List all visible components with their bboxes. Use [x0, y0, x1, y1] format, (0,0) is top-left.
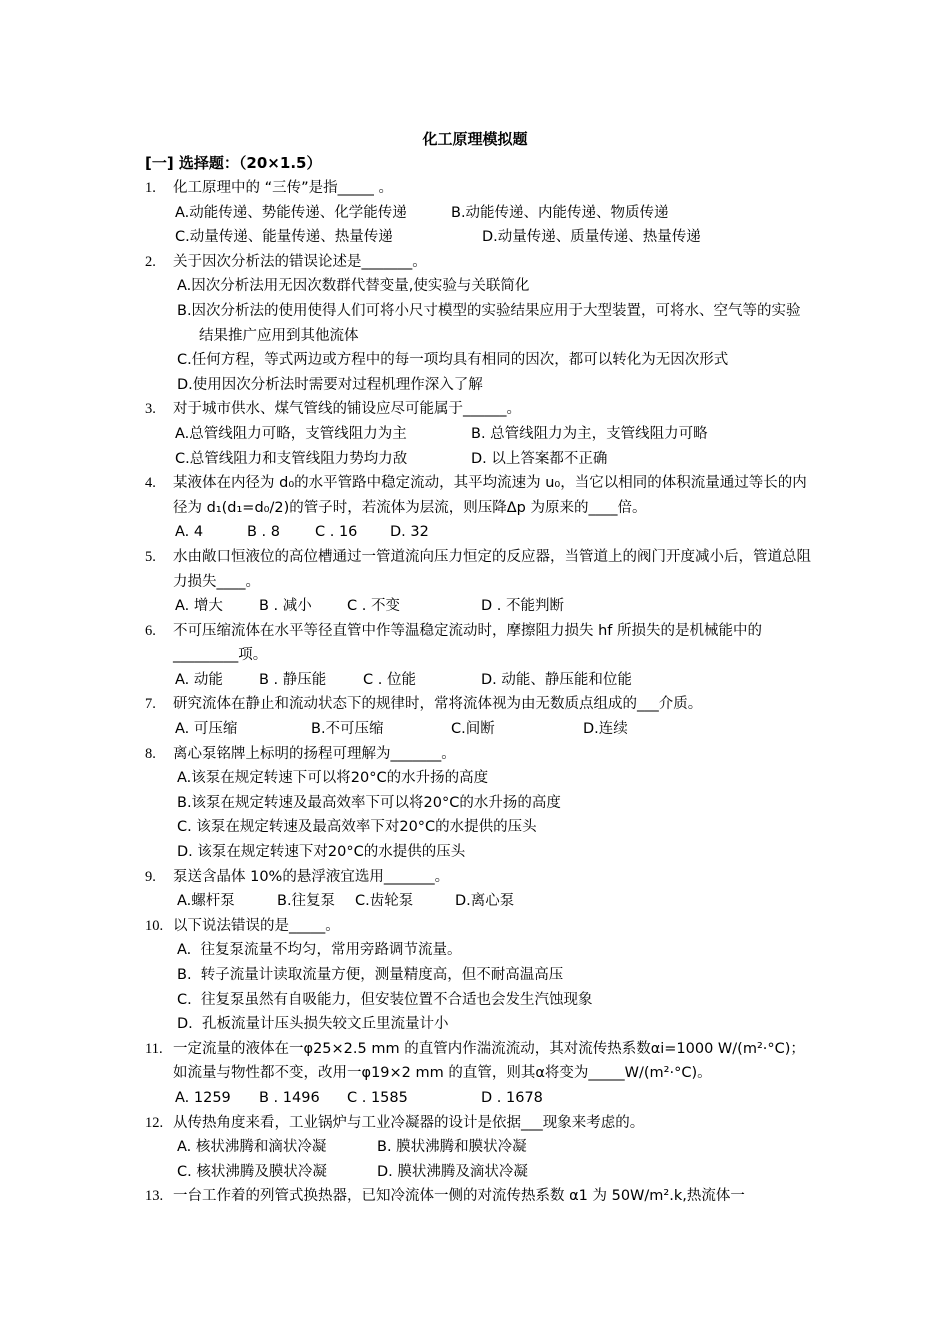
- question-stem: 以下说法错误的是_____。: [173, 917, 340, 934]
- option-c: C.齿轮泵: [355, 893, 414, 910]
- option-d: D.离心泵: [455, 893, 515, 910]
- question-stem: 关于因次分析法的错误论述是_______。: [173, 253, 427, 270]
- question-stem: 从传热角度来看，工业锅炉与工业冷凝器的设计是依据___现象来考虑的。: [173, 1114, 645, 1131]
- option-b: B. 转子流量计读取流量方便，测量精度高，但不耐高温高压: [177, 967, 564, 983]
- option-a: A.因次分析法用无因次数群代替变量,使实验与关联简化: [177, 278, 530, 295]
- question-7: [145, 692, 815, 741]
- question-number: 9.: [145, 868, 156, 885]
- option-c: C . 1585: [347, 1089, 408, 1106]
- question-5: [145, 545, 815, 619]
- option-b: B . 减小: [259, 598, 312, 615]
- option-b: B.不可压缩: [311, 721, 384, 738]
- question-number: 11.: [145, 1040, 163, 1057]
- question-stem: 泵送含晶体 10%的悬浮液宜选用_______。: [173, 868, 450, 885]
- question-number: 5.: [145, 548, 156, 565]
- option-d: D. 动能、静压能和位能: [481, 671, 632, 688]
- question-number: 2.: [145, 253, 156, 270]
- question-number: 1.: [145, 180, 156, 196]
- question-10: [145, 914, 815, 1037]
- question-3: [145, 397, 815, 471]
- option-d: D.连续: [583, 721, 628, 738]
- option-a: A. 可压缩: [175, 721, 238, 738]
- option-b: B . 8: [247, 524, 281, 541]
- question-number: 13.: [145, 1188, 164, 1205]
- question-number: 7.: [145, 696, 156, 713]
- option-c: C . 位能: [363, 671, 416, 688]
- option-d: D.动量传递、质量传递、热量传递: [482, 229, 701, 246]
- option-d: D . 不能判断: [481, 598, 564, 615]
- question-number: 12.: [145, 1114, 164, 1131]
- option-d: D. 膜状沸腾及滴状冷凝: [377, 1163, 528, 1180]
- question-stem: 化工原理中的 “三传”是指_____ 。: [173, 180, 393, 196]
- option-c: C.间断: [451, 721, 495, 738]
- option-c: C . 16: [315, 524, 358, 541]
- question-12: [145, 1111, 815, 1185]
- question-list: [145, 176, 815, 1209]
- section-heading: [一] 选择题：（20×1.5）: [145, 154, 322, 172]
- question-stem: 对于城市供水、煤气管线的铺设应尽可能属于______。: [173, 401, 521, 418]
- question-8: [145, 742, 815, 865]
- question-13: [145, 1184, 815, 1209]
- question-2: [145, 250, 815, 398]
- question-number: 6.: [145, 622, 156, 639]
- question-stem: 一定流量的液体在一φ25×2.5 mm 的直管内作湍流流动，其对流传热系数αi=1000 W/(m²·°C)；如流量与物性都不变，改用一φ19×2 mm 的直管，则其α将变为_____W/(m²·°C)。: [173, 1040, 805, 1082]
- question-number: 3.: [145, 401, 156, 418]
- option-b: B.因次分析法的使用使得人们可将小尺寸模型的实验结果应用于大型装置，可将水、空气等的实验结果推广应用到其他流体: [177, 302, 801, 344]
- question-number: 8.: [145, 745, 156, 762]
- option-c: C. 该泵在规定转速及最高效率下对20°C的水提供的压头: [177, 819, 537, 836]
- question-6: [145, 619, 815, 693]
- option-b: B. 总管线阻力为主，支管线阻力可略: [471, 425, 708, 442]
- question-1: [145, 176, 815, 250]
- option-d: D. 以上答案都不正确: [471, 450, 608, 467]
- question-stem: 不可压缩流体在水平等径直管中作等温稳定流动时，摩擦阻力损失 hf 所损失的是机械能中的_________项。: [173, 622, 763, 664]
- option-a: A.动能传递、势能传递、化学能传递: [175, 204, 407, 221]
- question-4: [145, 471, 815, 545]
- question-stem: 研究流体在静止和流动状态下的规律时，常将流体视为由无数质点组成的___介质。: [173, 696, 703, 713]
- option-a: A. 往复泵流量不均匀，常用旁路调节流量。: [177, 942, 462, 959]
- question-9: [145, 865, 815, 914]
- option-b: B.该泵在规定转速及最高效率下可以将20°C的水升扬的高度: [177, 794, 561, 811]
- question-stem: 水由敞口恒液位的高位槽通过一管道流向压力恒定的反应器，当管道上的阀门开度减小后，管道总阻力损失____。: [173, 548, 811, 590]
- option-d: D.使用因次分析法时需要对过程机理作深入了解: [177, 376, 483, 393]
- option-a: A.该泵在规定转速下可以将20°C的水升扬的高度: [177, 770, 489, 787]
- option-b: B . 1496: [259, 1089, 320, 1106]
- option-a: A. 1259: [175, 1089, 231, 1106]
- option-d: D. 该泵在规定转速下对20°C的水提供的压头: [177, 844, 466, 861]
- question-11: [145, 1037, 815, 1111]
- option-c: C.任何方程，等式两边或方程中的每一项均具有相同的因次，都可以转化为无因次形式: [177, 352, 729, 369]
- option-d: D . 1678: [481, 1089, 543, 1106]
- option-a: A.总管线阻力可略，支管线阻力为主: [175, 425, 407, 442]
- question-stem: 离心泵铭牌上标明的扬程可理解为_______。: [173, 745, 456, 762]
- option-d: D. 孔板流量计压头损失较文丘里流量计小: [177, 1016, 449, 1033]
- question-number: 10.: [145, 917, 164, 934]
- question-number: 4.: [145, 475, 156, 492]
- option-a: A. 4: [175, 524, 204, 541]
- question-stem: 某液体在内径为 d₀的水平管路中稳定流动，其平均流速为 u₀，当它以相同的体积流量通过等长的内径为 d₁(d₁=d₀/2)的管子时，若流体为层流，则压降Δp 为原来的____倍。: [173, 475, 807, 516]
- page-title: 化工原理模拟题: [422, 130, 528, 148]
- option-b: B . 静压能: [259, 671, 327, 688]
- option-c: C. 往复泵虽然有自吸能力，但安装位置不合适也会发生汽蚀现象: [177, 991, 593, 1008]
- option-b: B.动能传递、内能传递、物质传递: [451, 204, 669, 221]
- question-stem: 一台工作着的列管式换热器，已知冷流体一侧的对流传热系数 α1 为 50W/m².k,热流体一: [173, 1188, 745, 1205]
- option-c: C . 不变: [347, 598, 400, 615]
- option-c: C. 核状沸腾及膜状冷凝: [177, 1163, 327, 1180]
- option-a: A. 核状沸腾和滴状冷凝: [177, 1139, 327, 1156]
- option-a: A. 增大: [175, 598, 223, 615]
- option-a: A. 动能: [175, 671, 223, 688]
- option-b: B.往复泵: [277, 893, 336, 910]
- option-a: A.螺杆泵: [177, 893, 235, 910]
- option-d: D. 32: [390, 524, 429, 541]
- option-c: C.动量传递、能量传递、热量传递: [175, 229, 393, 246]
- option-c: C.总管线阻力和支管线阻力势均力敌: [175, 450, 408, 467]
- option-b: B. 膜状沸腾和膜状冷凝: [377, 1139, 527, 1156]
